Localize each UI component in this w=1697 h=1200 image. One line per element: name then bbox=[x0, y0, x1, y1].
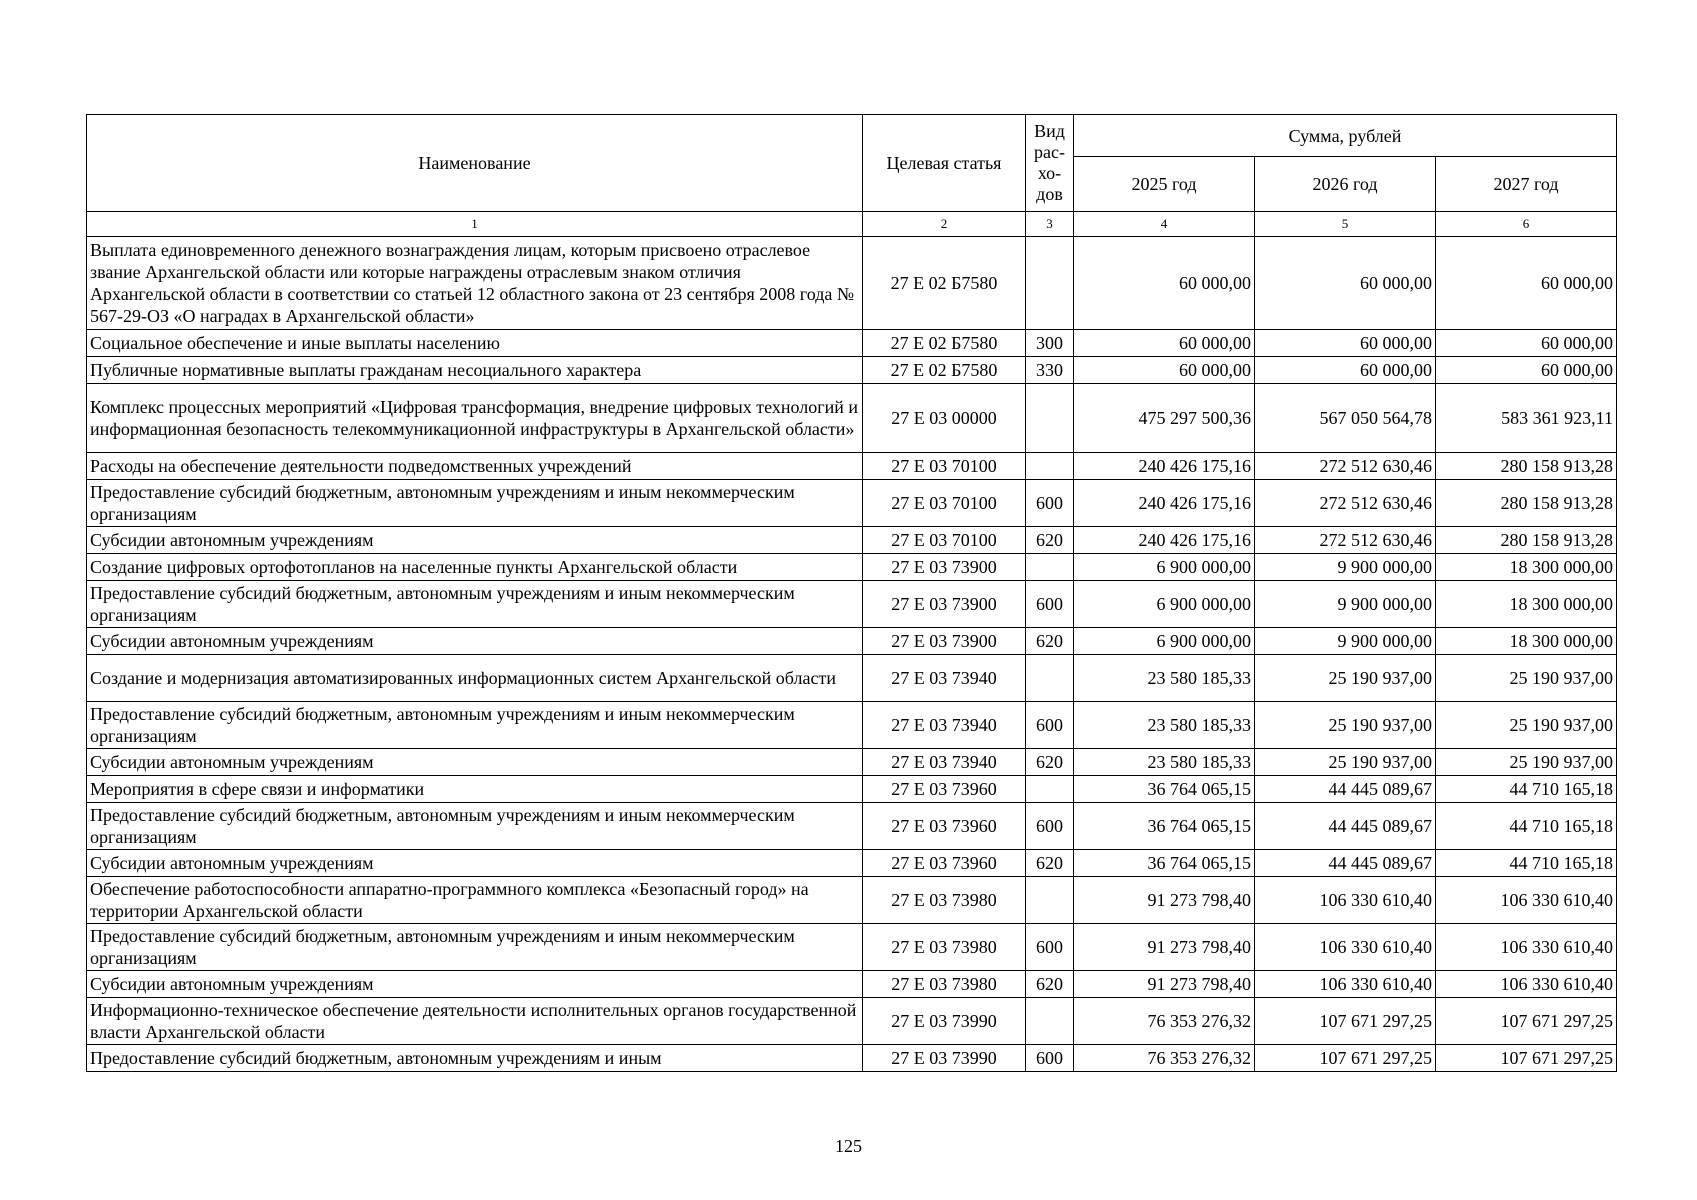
table-row bbox=[87, 655, 1617, 702]
table-row bbox=[87, 581, 1617, 628]
row-expense-type: 620 bbox=[1026, 527, 1074, 554]
row-amount-2027: 25 190 937,00 bbox=[1436, 702, 1617, 749]
row-target-article: 27 Е 02 Б7580 bbox=[863, 357, 1026, 384]
row-amount-2027: 25 190 937,00 bbox=[1436, 655, 1617, 702]
row-name: Предоставление субсидий бюджетным, автономным учреждениям и иным некоммерческим организациям bbox=[87, 702, 863, 749]
row-amount-2025: 240 426 175,16 bbox=[1074, 453, 1255, 480]
row-amount-2025: 6 900 000,00 bbox=[1074, 628, 1255, 655]
row-name: Выплата единовременного денежного вознаграждения лицам, которым присвоено отраслевое звание Архангельской области или которые награждены отраслевым знаком отличия Архангельской области в соответствии со статьей 12 областного закона от 23 сентября 2008 года № 567-29-ОЗ «О наградах в Архангельской области» bbox=[87, 237, 863, 330]
row-target-article: 27 Е 03 73940 bbox=[863, 702, 1026, 749]
header-year-2026: 2026 год bbox=[1255, 157, 1436, 212]
table-row bbox=[87, 554, 1617, 581]
row-target-article: 27 Е 03 73960 bbox=[863, 776, 1026, 803]
table-row bbox=[87, 480, 1617, 527]
row-name: Комплекс процессных мероприятий «Цифровая трансформация, внедрение цифровых технологий и информационная безопасность телекоммуникационной инфраструктуры в Архангельской области» bbox=[87, 384, 863, 453]
row-expense-type bbox=[1026, 776, 1074, 803]
column-number: 3 bbox=[1026, 212, 1074, 237]
row-amount-2025: 36 764 065,15 bbox=[1074, 850, 1255, 877]
row-amount-2027: 44 710 165,18 bbox=[1436, 850, 1617, 877]
row-name: Субсидии автономным учреждениям bbox=[87, 527, 863, 554]
row-amount-2026: 272 512 630,46 bbox=[1255, 453, 1436, 480]
table-row bbox=[87, 384, 1617, 453]
row-amount-2025: 6 900 000,00 bbox=[1074, 554, 1255, 581]
row-amount-2025: 91 273 798,40 bbox=[1074, 877, 1255, 924]
header-expense-type: Вид рас- хо- дов bbox=[1026, 115, 1074, 212]
table-row bbox=[87, 998, 1617, 1045]
row-expense-type bbox=[1026, 384, 1074, 453]
row-amount-2025: 91 273 798,40 bbox=[1074, 971, 1255, 998]
row-expense-type bbox=[1026, 554, 1074, 581]
row-name: Субсидии автономным учреждениям bbox=[87, 749, 863, 776]
budget-table bbox=[86, 114, 1617, 1072]
row-target-article: 27 Е 03 73900 bbox=[863, 581, 1026, 628]
row-target-article: 27 Е 03 73990 bbox=[863, 998, 1026, 1045]
row-target-article: 27 Е 03 70100 bbox=[863, 453, 1026, 480]
row-amount-2027: 18 300 000,00 bbox=[1436, 554, 1617, 581]
row-expense-type: 620 bbox=[1026, 850, 1074, 877]
row-name: Предоставление субсидий бюджетным, автономным учреждениям и иным некоммерческим организациям bbox=[87, 480, 863, 527]
row-name: Мероприятия в сфере связи и информатики bbox=[87, 776, 863, 803]
row-target-article: 27 Е 03 73990 bbox=[863, 1045, 1026, 1072]
row-expense-type bbox=[1026, 877, 1074, 924]
row-amount-2026: 106 330 610,40 bbox=[1255, 924, 1436, 971]
row-amount-2027: 280 158 913,28 bbox=[1436, 527, 1617, 554]
row-name: Предоставление субсидий бюджетным, автономным учреждениям и иным bbox=[87, 1045, 863, 1072]
row-target-article: 27 Е 03 73900 bbox=[863, 554, 1026, 581]
row-target-article: 27 Е 02 Б7580 bbox=[863, 330, 1026, 357]
row-expense-type: 330 bbox=[1026, 357, 1074, 384]
row-expense-type: 620 bbox=[1026, 749, 1074, 776]
row-amount-2027: 107 671 297,25 bbox=[1436, 998, 1617, 1045]
row-expense-type: 600 bbox=[1026, 803, 1074, 850]
row-amount-2026: 25 190 937,00 bbox=[1255, 702, 1436, 749]
row-amount-2026: 9 900 000,00 bbox=[1255, 581, 1436, 628]
row-amount-2027: 583 361 923,11 bbox=[1436, 384, 1617, 453]
column-number: 2 bbox=[863, 212, 1026, 237]
row-target-article: 27 Е 03 73960 bbox=[863, 803, 1026, 850]
row-target-article: 27 Е 03 73980 bbox=[863, 877, 1026, 924]
row-amount-2026: 25 190 937,00 bbox=[1255, 749, 1436, 776]
row-amount-2026: 567 050 564,78 bbox=[1255, 384, 1436, 453]
header-sum: Сумма, рублей bbox=[1074, 115, 1617, 157]
row-amount-2027: 18 300 000,00 bbox=[1436, 628, 1617, 655]
row-amount-2027: 106 330 610,40 bbox=[1436, 924, 1617, 971]
row-amount-2027: 280 158 913,28 bbox=[1436, 480, 1617, 527]
row-amount-2026: 60 000,00 bbox=[1255, 357, 1436, 384]
row-name: Создание цифровых ортофотопланов на населенные пункты Архангельской области bbox=[87, 554, 863, 581]
row-target-article: 27 Е 03 73960 bbox=[863, 850, 1026, 877]
row-amount-2027: 25 190 937,00 bbox=[1436, 749, 1617, 776]
row-amount-2025: 76 353 276,32 bbox=[1074, 998, 1255, 1045]
row-expense-type bbox=[1026, 655, 1074, 702]
row-amount-2025: 6 900 000,00 bbox=[1074, 581, 1255, 628]
row-name: Расходы на обеспечение деятельности подведомственных учреждений bbox=[87, 453, 863, 480]
row-amount-2025: 76 353 276,32 bbox=[1074, 1045, 1255, 1072]
column-number: 6 bbox=[1436, 212, 1617, 237]
row-amount-2027: 107 671 297,25 bbox=[1436, 1045, 1617, 1072]
row-amount-2025: 23 580 185,33 bbox=[1074, 749, 1255, 776]
table-row bbox=[87, 1045, 1617, 1072]
header-year-2025: 2025 год bbox=[1074, 157, 1255, 212]
row-name: Субсидии автономным учреждениям bbox=[87, 971, 863, 998]
row-amount-2027: 60 000,00 bbox=[1436, 357, 1617, 384]
row-amount-2025: 91 273 798,40 bbox=[1074, 924, 1255, 971]
row-name: Социальное обеспечение и иные выплаты населению bbox=[87, 330, 863, 357]
row-amount-2027: 18 300 000,00 bbox=[1436, 581, 1617, 628]
table-row bbox=[87, 776, 1617, 803]
row-amount-2025: 36 764 065,15 bbox=[1074, 776, 1255, 803]
row-amount-2026: 60 000,00 bbox=[1255, 237, 1436, 330]
row-target-article: 27 Е 02 Б7580 bbox=[863, 237, 1026, 330]
row-expense-type: 300 bbox=[1026, 330, 1074, 357]
row-expense-type: 600 bbox=[1026, 702, 1074, 749]
table-row bbox=[87, 237, 1617, 330]
table-row bbox=[87, 527, 1617, 554]
table-row bbox=[87, 971, 1617, 998]
row-target-article: 27 Е 03 70100 bbox=[863, 480, 1026, 527]
row-amount-2027: 60 000,00 bbox=[1436, 330, 1617, 357]
table-row bbox=[87, 453, 1617, 480]
row-amount-2026: 60 000,00 bbox=[1255, 330, 1436, 357]
row-name: Субсидии автономным учреждениям bbox=[87, 850, 863, 877]
table-row bbox=[87, 628, 1617, 655]
row-amount-2026: 106 330 610,40 bbox=[1255, 877, 1436, 924]
row-target-article: 27 Е 03 70100 bbox=[863, 527, 1026, 554]
row-amount-2025: 36 764 065,15 bbox=[1074, 803, 1255, 850]
row-target-article: 27 Е 03 73900 bbox=[863, 628, 1026, 655]
row-amount-2027: 106 330 610,40 bbox=[1436, 877, 1617, 924]
table-row bbox=[87, 803, 1617, 850]
row-amount-2027: 280 158 913,28 bbox=[1436, 453, 1617, 480]
row-name: Создание и модернизация автоматизированных информационных систем Архангельской области bbox=[87, 655, 863, 702]
column-number: 4 bbox=[1074, 212, 1255, 237]
row-target-article: 27 Е 03 73940 bbox=[863, 655, 1026, 702]
row-name: Предоставление субсидий бюджетным, автономным учреждениям и иным некоммерческим организациям bbox=[87, 581, 863, 628]
row-name: Информационно-техническое обеспечение деятельности исполнительных органов государственной власти Архангельской области bbox=[87, 998, 863, 1045]
row-amount-2025: 60 000,00 bbox=[1074, 237, 1255, 330]
table-row bbox=[87, 850, 1617, 877]
row-amount-2026: 106 330 610,40 bbox=[1255, 971, 1436, 998]
row-name: Обеспечение работоспособности аппаратно-программного комплекса «Безопасный город» на территории Архангельской области bbox=[87, 877, 863, 924]
row-amount-2027: 60 000,00 bbox=[1436, 237, 1617, 330]
row-amount-2025: 23 580 185,33 bbox=[1074, 702, 1255, 749]
page-number: 125 bbox=[835, 1136, 862, 1156]
row-amount-2026: 107 671 297,25 bbox=[1255, 998, 1436, 1045]
header-year-2027: 2027 год bbox=[1436, 157, 1617, 212]
row-amount-2026: 272 512 630,46 bbox=[1255, 527, 1436, 554]
row-amount-2025: 240 426 175,16 bbox=[1074, 480, 1255, 527]
row-amount-2026: 9 900 000,00 bbox=[1255, 628, 1436, 655]
row-expense-type: 600 bbox=[1026, 581, 1074, 628]
row-amount-2027: 44 710 165,18 bbox=[1436, 776, 1617, 803]
column-number: 1 bbox=[87, 212, 863, 237]
row-expense-type bbox=[1026, 237, 1074, 330]
row-expense-type: 620 bbox=[1026, 971, 1074, 998]
table-row bbox=[87, 357, 1617, 384]
row-amount-2026: 272 512 630,46 bbox=[1255, 480, 1436, 527]
row-amount-2026: 107 671 297,25 bbox=[1255, 1045, 1436, 1072]
row-amount-2025: 23 580 185,33 bbox=[1074, 655, 1255, 702]
row-name: Субсидии автономным учреждениям bbox=[87, 628, 863, 655]
row-amount-2026: 44 445 089,67 bbox=[1255, 850, 1436, 877]
row-amount-2026: 44 445 089,67 bbox=[1255, 776, 1436, 803]
row-expense-type: 600 bbox=[1026, 480, 1074, 527]
row-expense-type: 600 bbox=[1026, 924, 1074, 971]
table-row bbox=[87, 749, 1617, 776]
row-amount-2027: 106 330 610,40 bbox=[1436, 971, 1617, 998]
row-expense-type bbox=[1026, 453, 1074, 480]
table-row bbox=[87, 330, 1617, 357]
row-target-article: 27 Е 03 00000 bbox=[863, 384, 1026, 453]
row-expense-type: 620 bbox=[1026, 628, 1074, 655]
row-amount-2027: 44 710 165,18 bbox=[1436, 803, 1617, 850]
row-amount-2026: 44 445 089,67 bbox=[1255, 803, 1436, 850]
row-amount-2026: 9 900 000,00 bbox=[1255, 554, 1436, 581]
row-target-article: 27 Е 03 73940 bbox=[863, 749, 1026, 776]
table-row bbox=[87, 877, 1617, 924]
row-amount-2025: 240 426 175,16 bbox=[1074, 527, 1255, 554]
row-target-article: 27 Е 03 73980 bbox=[863, 924, 1026, 971]
row-amount-2026: 25 190 937,00 bbox=[1255, 655, 1436, 702]
row-amount-2025: 60 000,00 bbox=[1074, 330, 1255, 357]
row-expense-type bbox=[1026, 998, 1074, 1045]
header-target-article: Целевая статья bbox=[863, 115, 1026, 212]
header-name: Наименование bbox=[87, 115, 863, 212]
row-expense-type: 600 bbox=[1026, 1045, 1074, 1072]
column-number: 5 bbox=[1255, 212, 1436, 237]
table-row bbox=[87, 702, 1617, 749]
row-name: Публичные нормативные выплаты гражданам несоциального характера bbox=[87, 357, 863, 384]
row-amount-2025: 60 000,00 bbox=[1074, 357, 1255, 384]
row-name: Предоставление субсидий бюджетным, автономным учреждениям и иным некоммерческим организациям bbox=[87, 803, 863, 850]
row-amount-2025: 475 297 500,36 bbox=[1074, 384, 1255, 453]
row-name: Предоставление субсидий бюджетным, автономным учреждениям и иным некоммерческим организациям bbox=[87, 924, 863, 971]
table-row bbox=[87, 924, 1617, 971]
row-target-article: 27 Е 03 73980 bbox=[863, 971, 1026, 998]
budget-table-container bbox=[86, 114, 1616, 1072]
